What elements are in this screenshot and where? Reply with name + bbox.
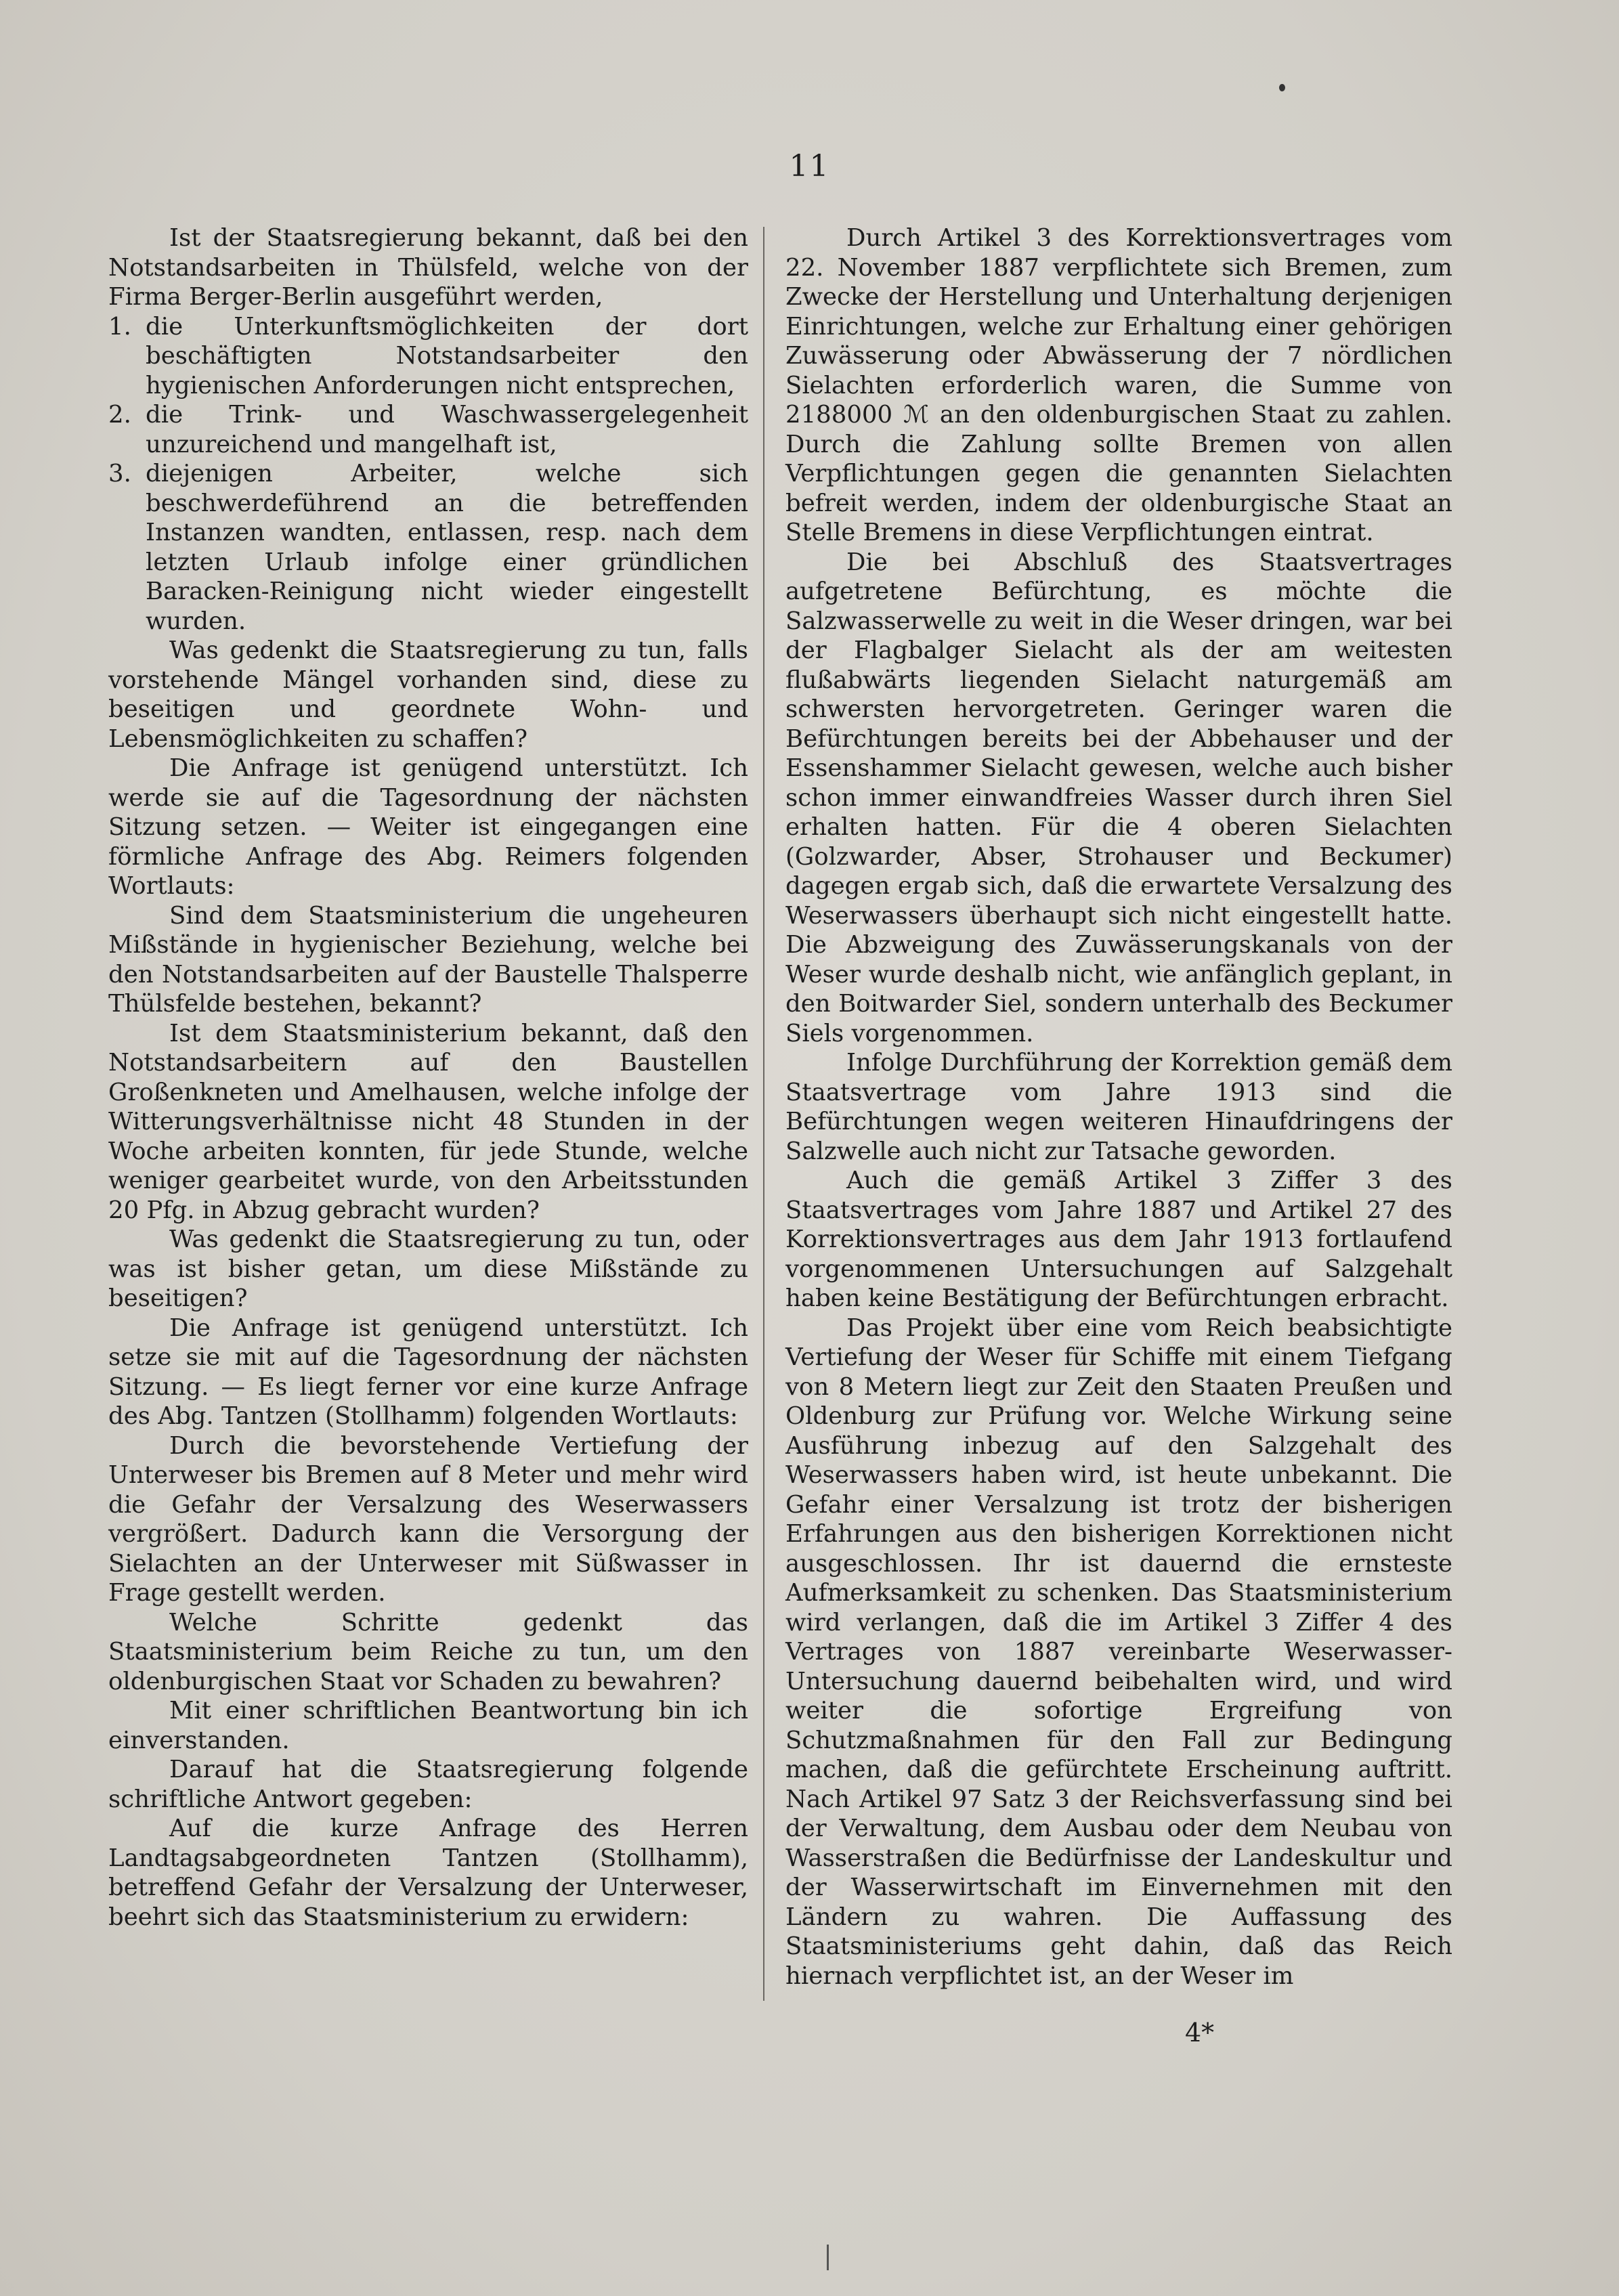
list-number: 1. xyxy=(108,312,131,341)
paragraph: Ist dem Staatsministerium bekannt, daß den Notstandsarbeitern auf den Baustellen Großenkneten und Amelhausen, welche infolge der Witterungsverhältnisse nicht 48 Stunden in der Woche arbeiten konnten, für jede Stunde, welche weniger gearbeitet wurde, von den Arbeitsstunden 20 Pfg. in Abzug gebracht wurden? xyxy=(108,1019,748,1224)
list-text: diejenigen Arbeiter, welche sich beschwerdeführend an die betreffenden Instanzen wandten, entlassen, resp. nach dem letzten Urlaub infolge einer gründlichen Baracken-Reinigung nicht wieder eingestellt wurden. xyxy=(146,460,748,635)
paragraph: Was gedenkt die Staatsregierung zu tun, oder was ist bisher getan, um diese Mißstände zu beseitigen? xyxy=(108,1226,748,1312)
signature-mark: 4* xyxy=(1185,2018,1215,2048)
paragraph: Durch Artikel 3 des Korrektionsvertrages vom 22. November 1887 verpflichtete sich Bremen, zum Zwecke der Herstellung und Unterhaltung derjenigen Einrichtungen, welche zur Erhaltung einer gehörigen Zuwässerung oder Abwässerung der 7 nördlichen Sielachten erforderlich waren, die Summe von 2188000 ℳ an den oldenburgischen Staat zu zahlen. Durch die Zahlung sollte Bremen von allen Verpflichtungen gegen die genannten Sielachten befreit werden, indem der oldenburgische Staat an Stelle Bremens in diese Verpflichtungen eintrat. xyxy=(785,224,1452,546)
paragraph: Ist der Staatsregierung bekannt, daß bei den Notstandsarbeiten in Thülsfeld, welche von der Firma Berger-Berlin ausgeführt werden, xyxy=(108,224,748,311)
right-column xyxy=(785,223,1452,1991)
paragraph: Auf die kurze Anfrage des Herren Landtagsabgeordneten Tantzen (Stollhamm), betreffend Gefahr der Versalzung der Unterweser, beehrt sich das Staatsministerium zu erwidern: xyxy=(108,1815,748,1931)
list-item xyxy=(108,459,748,636)
paragraph: Die Anfrage ist genügend unterstützt. Ich werde sie auf die Tagesordnung der nächsten Sitzung setzen. — Weiter ist eingegangen eine förmliche Anfrage des Abg. Reimers folgenden Wortlauts: xyxy=(108,754,748,900)
paragraph: Mit einer schriftlichen Beantwortung bin ich einverstanden. xyxy=(108,1697,748,1754)
list-item xyxy=(108,400,748,459)
paragraph: Die bei Abschluß des Staatsvertrages aufgetretene Befürchtung, es möchte die Salzwasserwelle zu weit in die Weser dringen, war bei der Flagbalger Sielacht als der am weitesten flußabwärts liegenden Sielacht naturgemäß am schwersten hervorgetreten. Geringer waren die Befürchtungen bereits bei der Abbehauser und der Essenshammer Sielacht gewesen, welche auch bisher schon immer einwandfreies Wasser durch ihren Siel erhalten hatten. Für die 4 oberen Sielachten (Golzwarder, Abser, Strohauser und Beckumer) dagegen ergab sich, daß die erwartete Versalzung des Weserwassers überhaupt sich nicht eingestellt hatte. Die Abzweigung des Zuwässerungskanals von der Weser wurde deshalb nicht, wie anfänglich geplant, in den Boitwarder Siel, sondern unterhalb des Beckumer Siels vorgenommen. xyxy=(785,548,1452,1047)
paragraph: Das Projekt über eine vom Reich beabsichtigte Vertiefung der Weser für Schiffe mit einem Tiefgang von 8 Metern liegt zur Zeit den Staaten Preußen und Oldenburg zur Prüfung vor. Welche Wirkung seine Ausführung inbezug auf den Salzgehalt des Weserwassers haben wird, ist heute unbekannt. Die Gefahr einer Versalzung ist trotz der bisherigen Erfahrungen aus den bisherigen Korrektionen nicht ausgeschlossen. Ihr ist dauernd die ernsteste Aufmerksamkeit zu schenken. Das Staatsministerium wird verlangen, daß die im Artikel 3 Ziffer 4 des Vertrages von 1887 vereinbarte Weserwasser-Untersuchung dauernd beibehalten wird, und wird weiter die sofortige Ergreifung von Schutzmaßnahmen für den Fall zur Bedingung machen, daß die gefürchtete Erscheinung auftritt. Nach Artikel 97 Satz 3 der Reichsverfassung sind bei der Verwaltung, dem Ausbau oder dem Neubau von Wasserstraßen die Bedürfnisse der Landeskultur und der Wasserwirtschaft im Einvernehmen mit den Ländern zu wahren. Die Auffassung des Staatsministeriums geht dahin, daß das Reich hiernach verpflichtet ist, an der Weser im xyxy=(785,1314,1452,1990)
list-item xyxy=(108,312,748,401)
paragraph: Die Anfrage ist genügend unterstützt. Ich setze sie mit auf die Tagesordnung der nächsten Sitzung. — Es liegt ferner vor eine kurze Anfrage des Abg. Tantzen (Stollhamm) folgenden Wortlauts: xyxy=(108,1314,748,1430)
paragraph: Was gedenkt die Staatsregierung zu tun, falls vorstehende Mängel vorhanden sind, diese zu beseitigen und geordnete Wohn- und Lebensmöglichkeiten zu schaffen? xyxy=(108,636,748,753)
list-number: 2. xyxy=(108,401,131,429)
list-text: die Trink- und Waschwassergelegenheit unzureichend und mangelhaft ist, xyxy=(146,401,748,458)
paragraph: Darauf hat die Staatsregierung folgende schriftliche Antwort gegeben: xyxy=(108,1756,748,1813)
ink-mark xyxy=(827,2245,829,2270)
paragraph: Auch die gemäß Artikel 3 Ziffer 3 des Staatsvertrages vom Jahre 1887 und Artikel 27 des Korrektionsvertrages aus dem Jahr 1913 fortlaufend vorgenommenen Untersuchungen auf Salzgehalt haben keine Bestätigung der Befürchtungen erbracht. xyxy=(785,1167,1452,1312)
left-column xyxy=(108,223,748,1932)
paragraph: Welche Schritte gedenkt das Staatsministerium beim Reiche zu tun, um den oldenburgischen Staat vor Schaden zu bewahren? xyxy=(108,1608,748,1695)
list-text: die Unterkunftsmöglichkeiten der dort beschäftigten Notstandsarbeiter den hygienischen Anforderungen nicht entsprechen, xyxy=(146,312,748,399)
column-divider xyxy=(763,227,764,2001)
ink-speck xyxy=(1279,84,1285,91)
list-number: 3. xyxy=(108,460,131,488)
paragraph: Infolge Durchführung der Korrektion gemäß dem Staatsvertrage vom Jahre 1913 sind die Befürchtungen wegen weiteren Hinaufdringens der Salzwelle auch nicht zur Tatsache geworden. xyxy=(785,1049,1452,1165)
page-number: 11 xyxy=(789,149,830,183)
paragraph: Sind dem Staatsministerium die ungeheuren Mißstände in hygienischer Beziehung, welche bei den Notstandsarbeiten auf der Baustelle Thalsperre Thülsfelde bestehen, bekannt? xyxy=(108,901,748,1018)
paragraph: Durch die bevorstehende Vertiefung der Unterweser bis Bremen auf 8 Meter und mehr wird die Gefahr der Versalzung des Weserwassers vergrößert. Dadurch kann die Versorgung der Sielachten an der Unterweser mit Süßwasser in Frage gestellt werden. xyxy=(108,1431,748,1607)
